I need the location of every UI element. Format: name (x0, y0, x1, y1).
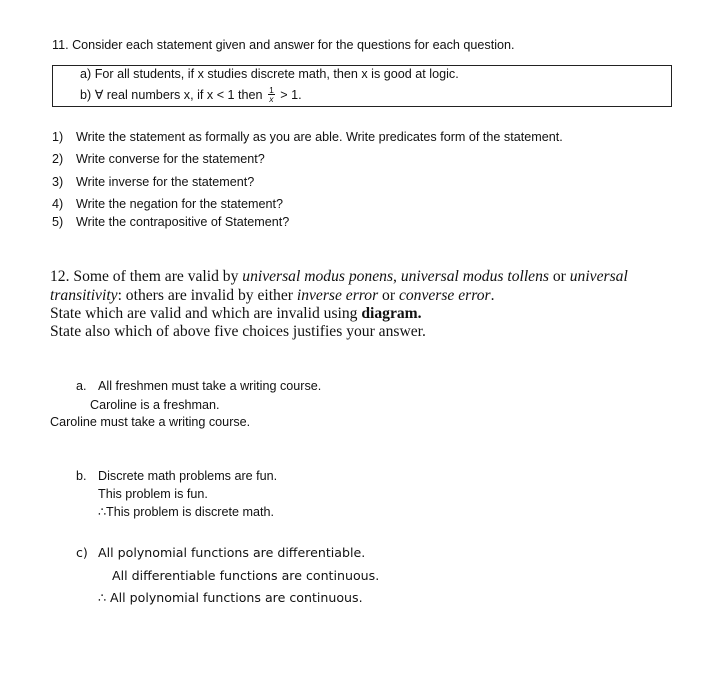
arg-c-premise-1 (76, 545, 365, 560)
fraction-numerator: 1 (269, 85, 274, 96)
q12-term-diagram: diagram. (361, 305, 422, 322)
q12-line-3 (50, 305, 422, 323)
q12-term-transitivity: transitivity (50, 287, 118, 304)
task-text: Write the negation for the statement? (76, 197, 283, 211)
task-number: 4) (52, 197, 64, 211)
q12-line-4: State also which of above five choices justifies your answer. (50, 323, 426, 340)
arg-b-conclusion: ∴This problem is discrete math. (98, 505, 274, 519)
q11-title: 11. Consider each statement given and answer for the questions for each question. (52, 38, 515, 52)
q12-text: : others are invalid by either (117, 287, 297, 304)
q12-text: or (378, 287, 399, 304)
task-text: Write the contrapositive of Statement? (76, 215, 290, 229)
arg-c-premise-2: All differentiable functions are continuous. (112, 568, 380, 583)
arg-a-premise-1 (76, 379, 321, 393)
arg-b-label: b. (76, 469, 87, 483)
statement-b (80, 87, 302, 104)
q12-text: State which are valid and which are invalid using (50, 305, 362, 322)
task-text: Write converse for the statement? (76, 152, 265, 166)
arg-c-conclusion: ∴ All polynomial functions are continuous. (98, 590, 363, 605)
q12-line-2 (50, 287, 495, 305)
q12-term-modus-tollens: universal modus tollens (400, 268, 549, 285)
q12-text: 12. Some of them are valid by (50, 268, 243, 285)
q12-text: or (548, 268, 570, 285)
task-text: Write inverse for the statement? (76, 175, 255, 189)
arg-c-label: c) (76, 545, 88, 560)
statement-b-prefix: b) ∀ real numbers x, if x < 1 then (80, 88, 267, 102)
task-number: 2) (52, 152, 64, 166)
statement-a: a) For all students, if x studies discrete math, then x is good at logic. (80, 67, 459, 81)
q12-line-1 (50, 268, 628, 286)
task-item-4 (52, 197, 283, 211)
arg-a-label: a. (76, 379, 87, 393)
arg-a-premise-2: Caroline is a freshman. (90, 398, 220, 412)
task-text: Write the statement as formally as you are able. Write predicates form of the statement. (76, 130, 563, 144)
q12-term-inverse-error: inverse error (296, 287, 379, 304)
arg-b-premise-1 (76, 469, 277, 483)
arg-b-premise-2: This problem is fun. (98, 487, 208, 501)
q12-term-universal: universal (569, 268, 628, 285)
task-item-1 (52, 130, 563, 144)
task-number: 1) (52, 130, 64, 144)
task-item-5 (52, 215, 289, 229)
fraction-denominator: x (269, 94, 274, 105)
q12-text: , (393, 268, 401, 285)
q12-term-modus-ponens: universal modus ponens (242, 268, 394, 285)
arg-b-premise-1-text: Discrete math problems are fun. (98, 469, 278, 483)
arg-a-conclusion: Caroline must take a writing course. (50, 415, 251, 429)
arg-c-premise-1-text: All polynomial functions are differentiable. (98, 545, 366, 560)
arg-a-premise-1-text: All freshmen must take a writing course. (98, 379, 322, 393)
q12-term-converse-error: converse error (398, 287, 491, 304)
task-item-3 (52, 175, 254, 189)
task-number: 5) (52, 215, 64, 229)
fraction-one-over-x (268, 86, 275, 103)
statement-b-suffix: > 1. (276, 88, 302, 102)
q12-text: . (490, 287, 495, 304)
task-item-2 (52, 152, 265, 166)
task-number: 3) (52, 175, 64, 189)
